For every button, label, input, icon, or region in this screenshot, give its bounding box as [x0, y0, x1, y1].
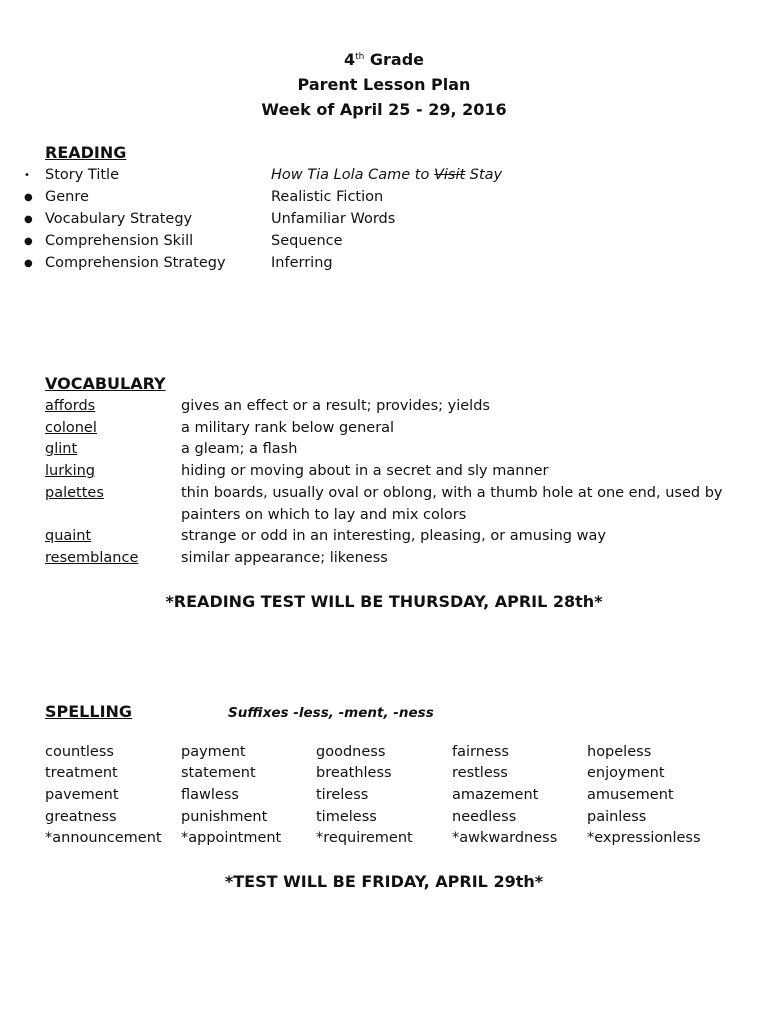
spelling-word-challenge: *requirement: [316, 830, 413, 846]
grade-suffix: th: [355, 52, 365, 62]
spelling-word: goodness: [316, 744, 386, 760]
vocab-word: glint: [45, 441, 78, 457]
spelling-word: breathless: [316, 765, 392, 781]
document-title: Parent Lesson Plan: [297, 75, 471, 94]
bullet-icon: ●: [24, 192, 33, 203]
spelling-word: amazement: [452, 787, 539, 803]
reading-label-comprehension-skill: Comprehension Skill: [45, 233, 194, 249]
reading-value-genre: Realistic Fiction: [271, 189, 384, 205]
bullet-icon: ●: [24, 214, 33, 225]
spelling-word: treatment: [45, 765, 118, 781]
spelling-word: statement: [181, 765, 256, 781]
spelling-word: punishment: [181, 809, 268, 825]
story-title-strikethrough: Visit: [433, 167, 466, 183]
reading-value-comprehension-skill: Sequence: [271, 233, 343, 249]
reading-label-genre: Genre: [45, 189, 89, 205]
vocab-definition: a military rank below general: [181, 420, 395, 436]
bullet-icon: ●: [24, 258, 33, 269]
grade-word: Grade: [369, 50, 425, 69]
spelling-word-challenge: *expressionless: [587, 830, 701, 846]
vocab-definition: thin boards, usually oval or oblong, with a thumb hole at one end, used by: [181, 485, 723, 501]
story-title-part: How Tia Lola Came to: [271, 167, 434, 183]
vocab-word: palettes: [45, 485, 104, 501]
spelling-word: payment: [181, 744, 246, 760]
spelling-word: enjoyment: [587, 765, 665, 781]
reading-test-notice: *READING TEST WILL BE THURSDAY, APRIL 28th*: [165, 592, 603, 611]
reading-value-story-title: [271, 167, 502, 183]
spelling-word: restless: [452, 765, 508, 781]
grade-number: 4: [343, 50, 356, 69]
spelling-word-challenge: *appointment: [181, 830, 282, 846]
bullet-icon: ●: [24, 236, 33, 247]
spelling-word: hopeless: [587, 744, 652, 760]
vocab-definition-continued: painters on which to lay and mix colors: [181, 507, 467, 523]
vocab-word: colonel: [45, 420, 97, 436]
vocab-definition: similar appearance; likeness: [181, 550, 388, 566]
reading-heading: READING: [45, 143, 127, 162]
spelling-word: greatness: [45, 809, 117, 825]
reading-label-vocabulary-strategy: Vocabulary Strategy: [45, 211, 193, 227]
vocab-definition: gives an effect or a result; provides; yields: [181, 398, 490, 414]
vocab-definition: hiding or moving about in a secret and sly manner: [181, 463, 549, 479]
vocab-word: resemblance: [45, 550, 139, 566]
spelling-word: timeless: [316, 809, 377, 825]
spelling-test-notice: *TEST WILL BE FRIDAY, APRIL 29th*: [224, 872, 544, 891]
spelling-word: countless: [45, 744, 114, 760]
week-line: Week of April 25 - 29, 2016: [261, 100, 507, 119]
story-title-part: Stay: [465, 167, 503, 183]
spelling-word-challenge: *announcement: [45, 830, 162, 846]
reading-value-comprehension-strategy: Inferring: [271, 255, 333, 271]
spelling-word: painless: [587, 809, 647, 825]
spelling-word: fairness: [452, 744, 509, 760]
reading-label-story-title: Story Title: [45, 167, 119, 183]
grade-title: [0, 50, 768, 69]
spelling-heading: SPELLING: [45, 702, 133, 721]
vocab-definition: a gleam; a flash: [181, 441, 298, 457]
spelling-word: amusement: [587, 787, 674, 803]
vocab-word: quaint: [45, 528, 92, 544]
reading-label-comprehension-strategy: Comprehension Strategy: [45, 255, 226, 271]
vocab-definition: strange or odd in an interesting, pleasing, or amusing way: [181, 528, 606, 544]
spelling-word: tireless: [316, 787, 369, 803]
spelling-word: pavement: [45, 787, 119, 803]
spelling-word: flawless: [181, 787, 239, 803]
spelling-word: needless: [452, 809, 517, 825]
bullet-icon: •: [24, 170, 30, 181]
vocabulary-heading: VOCABULARY: [45, 374, 166, 393]
reading-value-vocabulary-strategy: Unfamiliar Words: [271, 211, 396, 227]
spelling-suffixes: Suffixes -less, -ment, -ness: [228, 705, 434, 721]
vocab-word: affords: [45, 398, 96, 414]
spelling-word-challenge: *awkwardness: [452, 830, 558, 846]
vocab-word: lurking: [45, 463, 95, 479]
